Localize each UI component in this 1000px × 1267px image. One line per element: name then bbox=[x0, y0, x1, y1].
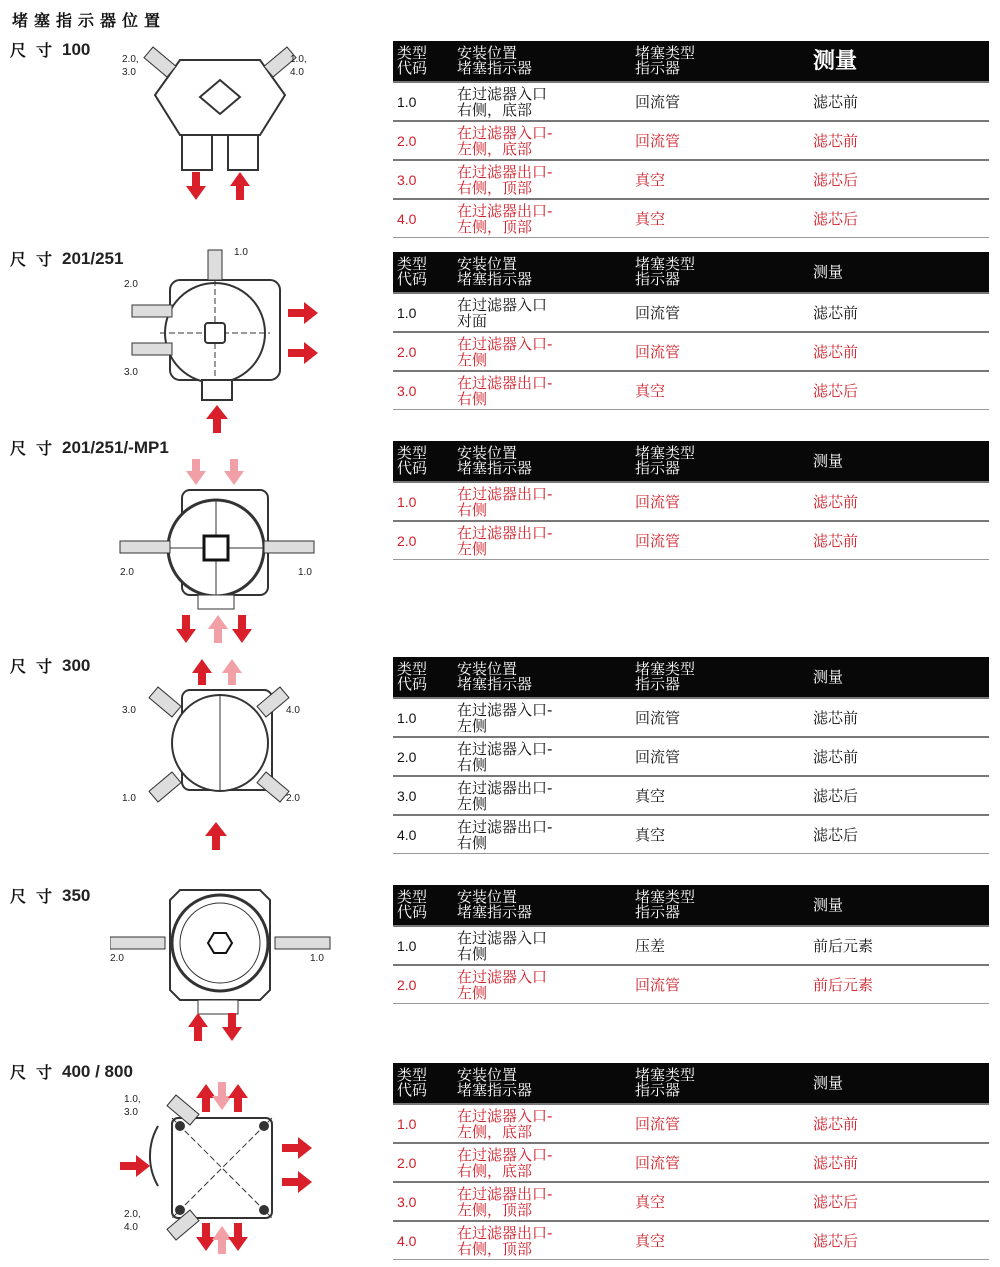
arrow-up-icon bbox=[188, 1013, 208, 1041]
cell-measure: 滤芯前 bbox=[813, 1114, 859, 1133]
header-cell-c4: 测量 bbox=[813, 667, 844, 686]
cell-type: 真空 bbox=[635, 170, 666, 189]
cell-measure: 滤芯后 bbox=[813, 1231, 859, 1250]
cell-position: 在过滤器入口- 左侧，底部 bbox=[457, 1106, 553, 1141]
table-header bbox=[393, 252, 989, 292]
cell-type: 回流管 bbox=[635, 131, 681, 150]
header-cell-c2: 安装位置 堵塞指示器 bbox=[457, 255, 533, 288]
table-header bbox=[393, 41, 989, 81]
cell-code: 4.0 bbox=[397, 210, 417, 227]
fig-label: 1.0 bbox=[298, 567, 312, 578]
arrow-up-icon bbox=[192, 659, 212, 685]
table-header bbox=[393, 1063, 989, 1103]
header-cell-c1: 类型 代码 bbox=[397, 44, 428, 77]
cell-code: 2.0 bbox=[397, 532, 417, 549]
header-cell-c1: 类型 代码 bbox=[397, 255, 428, 288]
fig-label: 1.0, bbox=[124, 1094, 141, 1105]
table-header bbox=[393, 441, 989, 481]
arrow-up-icon bbox=[230, 172, 250, 200]
fig-label: 2.0 bbox=[110, 953, 124, 964]
cell-position: 在过滤器入口 右侧 bbox=[457, 928, 548, 963]
cell-type: 回流管 bbox=[635, 342, 681, 361]
page-title: 堵塞指示器位置 bbox=[12, 11, 167, 30]
cell-measure: 滤芯前 bbox=[813, 131, 859, 150]
filter-diagram-100 bbox=[110, 40, 340, 205]
header-cell-c1: 类型 代码 bbox=[397, 444, 428, 477]
cell-measure: 滤芯后 bbox=[813, 1192, 859, 1211]
fig-label: 2.0, bbox=[124, 1209, 141, 1220]
cell-measure: 滤芯前 bbox=[813, 747, 859, 766]
arrow-right-icon bbox=[288, 342, 318, 364]
cell-measure: 滤芯前 bbox=[813, 342, 859, 361]
table-row bbox=[393, 331, 989, 370]
cell-type: 真空 bbox=[635, 209, 666, 228]
cell-code: 2.0 bbox=[397, 748, 417, 765]
size-label-201: 尺寸 201/251 bbox=[10, 248, 124, 269]
arrow-down-icon bbox=[186, 172, 206, 200]
cell-code: 4.0 bbox=[397, 1232, 417, 1249]
cell-code: 2.0 bbox=[397, 132, 417, 149]
fig-label: 3.0 bbox=[124, 367, 138, 378]
cell-position: 在过滤器入口 对面 bbox=[457, 295, 548, 330]
cell-code: 4.0 bbox=[397, 826, 417, 843]
cell-code: 2.0 bbox=[397, 343, 417, 360]
header-cell-c2: 安装位置 堵塞指示器 bbox=[457, 888, 533, 921]
header-cell-c3: 堵塞类型 指示器 bbox=[635, 888, 696, 921]
size-label-100: 尺寸 100 bbox=[10, 39, 91, 60]
table-row bbox=[393, 814, 989, 853]
cell-measure: 滤芯后 bbox=[813, 381, 859, 400]
cell-type: 回流管 bbox=[635, 492, 681, 511]
table-row bbox=[393, 292, 989, 331]
table-size-201-251-mp1 bbox=[393, 441, 989, 560]
cell-position: 在过滤器入口- 右侧 bbox=[457, 739, 553, 774]
fig-label: 1.0, bbox=[290, 54, 307, 65]
cell-code: 1.0 bbox=[397, 93, 417, 110]
filter-diagram-350 bbox=[110, 885, 340, 1045]
cell-measure: 滤芯前 bbox=[813, 303, 859, 322]
arrow-down-icon bbox=[186, 459, 206, 485]
cell-code: 3.0 bbox=[397, 171, 417, 188]
filter-diagram-201 bbox=[110, 245, 340, 435]
header-cell-c2: 安装位置 堵塞指示器 bbox=[457, 660, 533, 693]
cell-type: 真空 bbox=[635, 825, 666, 844]
table-row bbox=[393, 925, 989, 964]
cell-type: 真空 bbox=[635, 1192, 666, 1211]
fig-label: 1.0 bbox=[234, 247, 248, 258]
fig-label: 3.0 bbox=[122, 705, 136, 716]
header-cell-c2: 安装位置 堵塞指示器 bbox=[457, 1066, 533, 1099]
cell-type: 回流管 bbox=[635, 708, 681, 727]
cell-type: 真空 bbox=[635, 381, 666, 400]
table-row bbox=[393, 81, 989, 120]
cell-code: 1.0 bbox=[397, 709, 417, 726]
table-header bbox=[393, 885, 989, 925]
header-cell-c4: 测量 bbox=[813, 262, 844, 281]
fig-label: 2.0 bbox=[120, 567, 134, 578]
cell-position: 在过滤器出口- 右侧，顶部 bbox=[457, 1223, 553, 1258]
filter-diagram-300 bbox=[110, 655, 340, 855]
cell-type: 回流管 bbox=[635, 531, 681, 550]
arrow-up-icon bbox=[228, 1084, 248, 1112]
cell-position: 在过滤器入口- 右侧，底部 bbox=[457, 1145, 553, 1180]
header-cell-c4: 测量 bbox=[813, 451, 844, 470]
table-row bbox=[393, 1103, 989, 1142]
header-cell-c3: 堵塞类型 指示器 bbox=[635, 1066, 696, 1099]
table-row bbox=[393, 697, 989, 736]
header-cell-c1: 类型 代码 bbox=[397, 660, 428, 693]
arrow-right-icon bbox=[288, 302, 318, 324]
fig-label: 4.0 bbox=[286, 705, 300, 716]
arrow-up-icon bbox=[206, 405, 228, 433]
fig-label: 1.0 bbox=[310, 953, 324, 964]
table-row bbox=[393, 481, 989, 520]
cell-type: 回流管 bbox=[635, 747, 681, 766]
fig-label: 2.0, bbox=[122, 54, 139, 65]
arrow-down-icon bbox=[196, 1223, 216, 1251]
cell-position: 在过滤器入口- 左侧 bbox=[457, 700, 553, 735]
table-size-201-251 bbox=[393, 252, 989, 410]
arrow-right-icon bbox=[282, 1137, 312, 1159]
cell-measure: 滤芯前 bbox=[813, 1153, 859, 1172]
table-size-400-800 bbox=[393, 1063, 989, 1260]
filter-diagram-400-800 bbox=[110, 1078, 340, 1258]
arrow-right-icon bbox=[282, 1171, 312, 1193]
arrow-up-icon bbox=[196, 1084, 216, 1112]
arrow-up-icon bbox=[212, 1226, 232, 1254]
header-cell-c2: 安装位置 堵塞指示器 bbox=[457, 44, 533, 77]
cell-code: 1.0 bbox=[397, 937, 417, 954]
size-label-201mp1: 尺寸 201/251/-MP1 bbox=[10, 437, 169, 458]
header-cell-c4: 测量 bbox=[813, 1073, 844, 1092]
header-cell-c4: 测量 bbox=[813, 895, 844, 914]
table-row bbox=[393, 370, 989, 409]
cell-measure: 滤芯前 bbox=[813, 92, 859, 111]
cell-measure: 滤芯后 bbox=[813, 209, 859, 228]
cell-type: 压差 bbox=[635, 936, 666, 955]
cell-type: 回流管 bbox=[635, 975, 681, 994]
arrow-right-icon bbox=[120, 1155, 150, 1177]
cell-type: 回流管 bbox=[635, 1153, 681, 1172]
cell-measure: 滤芯后 bbox=[813, 170, 859, 189]
cell-code: 1.0 bbox=[397, 304, 417, 321]
cell-position: 在过滤器出口- 左侧，顶部 bbox=[457, 1184, 553, 1219]
table-row bbox=[393, 1220, 989, 1259]
header-cell-c3: 堵塞类型 指示器 bbox=[635, 660, 696, 693]
cell-measure: 滤芯后 bbox=[813, 786, 859, 805]
cell-code: 3.0 bbox=[397, 787, 417, 804]
cell-position: 在过滤器入口 左侧 bbox=[457, 967, 548, 1002]
header-cell-c3: 堵塞类型 指示器 bbox=[635, 255, 696, 288]
table-row bbox=[393, 198, 989, 237]
cell-measure: 滤芯后 bbox=[813, 825, 859, 844]
fig-label: 4.0 bbox=[290, 67, 304, 78]
arrow-up-icon bbox=[222, 659, 242, 685]
size-label-350: 尺寸 350 bbox=[10, 885, 91, 906]
cell-position: 在过滤器出口- 左侧 bbox=[457, 778, 553, 813]
cell-position: 在过滤器入口 右侧，底部 bbox=[457, 84, 548, 119]
table-row bbox=[393, 775, 989, 814]
cell-measure: 滤芯前 bbox=[813, 531, 859, 550]
cell-position: 在过滤器出口- 右侧 bbox=[457, 484, 553, 519]
arrow-up-icon bbox=[205, 822, 227, 850]
header-cell-c2: 安装位置 堵塞指示器 bbox=[457, 444, 533, 477]
cell-measure: 滤芯前 bbox=[813, 492, 859, 511]
table-row bbox=[393, 520, 989, 559]
cell-type: 真空 bbox=[635, 786, 666, 805]
table-size-100 bbox=[393, 41, 989, 238]
fig-label: 4.0 bbox=[124, 1222, 138, 1233]
cell-code: 3.0 bbox=[397, 1193, 417, 1210]
table-row bbox=[393, 120, 989, 159]
fig-label: 1.0 bbox=[122, 793, 136, 804]
table-row bbox=[393, 736, 989, 775]
size-label-400-800: 尺寸 400 / 800 bbox=[10, 1061, 133, 1082]
header-cell-c1: 类型 代码 bbox=[397, 888, 428, 921]
cell-type: 回流管 bbox=[635, 1114, 681, 1133]
arrow-down-icon bbox=[228, 1223, 248, 1251]
cell-code: 2.0 bbox=[397, 1154, 417, 1171]
arrow-up-icon bbox=[208, 615, 228, 643]
cell-code: 1.0 bbox=[397, 493, 417, 510]
cell-position: 在过滤器出口- 右侧 bbox=[457, 817, 553, 852]
size-label-300: 尺寸 300 bbox=[10, 655, 91, 676]
fig-label: 2.0 bbox=[286, 793, 300, 804]
cell-position: 在过滤器出口- 左侧 bbox=[457, 523, 553, 558]
table-header bbox=[393, 657, 989, 697]
arrow-down-icon bbox=[224, 459, 244, 485]
filter-diagram-201-mp1 bbox=[110, 455, 340, 653]
cell-position: 在过滤器出口- 左侧，顶部 bbox=[457, 201, 553, 236]
arrow-down-icon bbox=[232, 615, 252, 643]
cell-measure: 滤芯前 bbox=[813, 708, 859, 727]
fig-label: 3.0 bbox=[122, 67, 136, 78]
cell-measure: 前后元素 bbox=[813, 975, 874, 994]
table-size-350 bbox=[393, 885, 989, 1004]
header-cell-c3: 堵塞类型 指示器 bbox=[635, 44, 696, 77]
header-cell-c4: 测量 bbox=[813, 48, 858, 74]
arrow-down-icon bbox=[222, 1013, 242, 1041]
table-row bbox=[393, 159, 989, 198]
header-cell-c3: 堵塞类型 指示器 bbox=[635, 444, 696, 477]
cell-code: 3.0 bbox=[397, 382, 417, 399]
fig-label: 2.0 bbox=[124, 279, 138, 290]
cell-type: 回流管 bbox=[635, 303, 681, 322]
cell-code: 1.0 bbox=[397, 1115, 417, 1132]
cell-type: 回流管 bbox=[635, 92, 681, 111]
table-row bbox=[393, 1142, 989, 1181]
table-size-300 bbox=[393, 657, 989, 854]
fig-label: 3.0 bbox=[124, 1107, 138, 1118]
cell-type: 真空 bbox=[635, 1231, 666, 1250]
cell-position: 在过滤器出口- 右侧，顶部 bbox=[457, 162, 553, 197]
arrow-down-icon bbox=[176, 615, 196, 643]
header-cell-c1: 类型 代码 bbox=[397, 1066, 428, 1099]
cell-code: 2.0 bbox=[397, 976, 417, 993]
arrow-down-icon bbox=[212, 1082, 232, 1110]
table-row bbox=[393, 964, 989, 1003]
table-row bbox=[393, 1181, 989, 1220]
cell-measure: 前后元素 bbox=[813, 936, 874, 955]
cell-position: 在过滤器入口- 左侧 bbox=[457, 334, 553, 369]
cell-position: 在过滤器入口- 左侧，底部 bbox=[457, 123, 553, 158]
cell-position: 在过滤器出口- 右侧 bbox=[457, 373, 553, 408]
